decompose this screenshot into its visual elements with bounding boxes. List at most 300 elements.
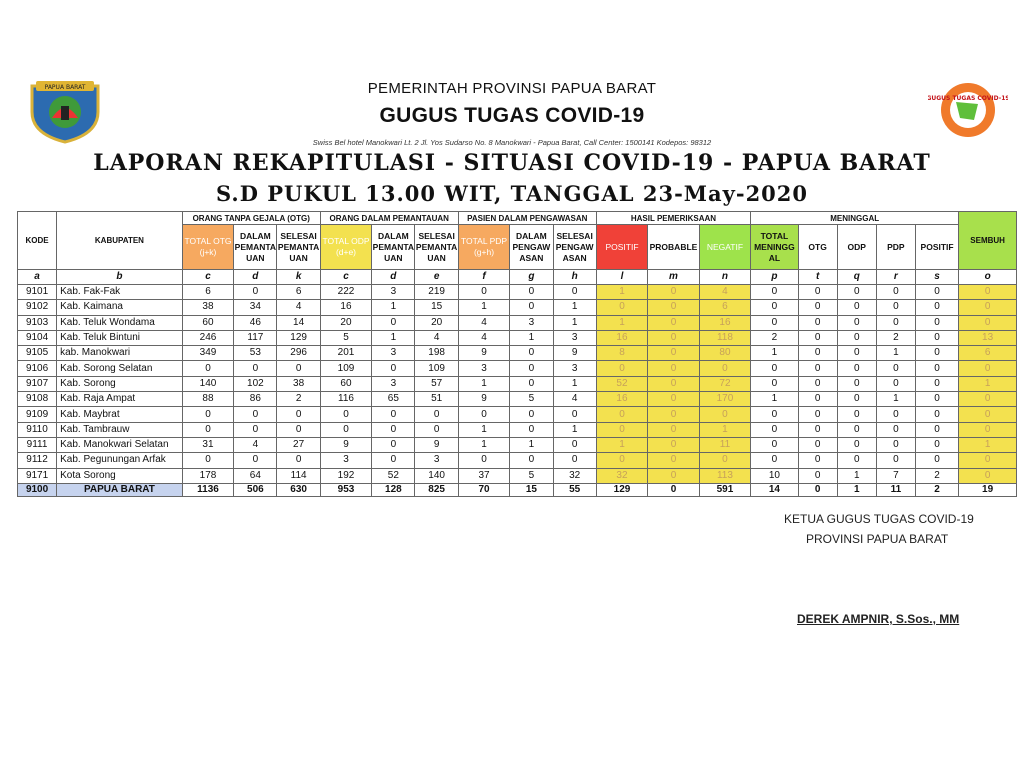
- signature-name: DEREK AMPNIR, S.Sos., MM: [797, 612, 960, 626]
- table-row: [18, 315, 1017, 330]
- table-cell: 1: [596, 285, 647, 300]
- table-cell: 0: [798, 330, 837, 345]
- table-cell: 4: [458, 315, 509, 330]
- table-cell: 0: [837, 330, 876, 345]
- table-cell: 1: [553, 300, 596, 315]
- table-cell: 2: [915, 468, 958, 483]
- table-cell: 4: [458, 330, 509, 345]
- table-cell: 0: [372, 422, 415, 437]
- table-cell: 0: [553, 285, 596, 300]
- table-cell: 0: [596, 422, 647, 437]
- table-cell: 0: [596, 453, 647, 468]
- table-cell: 9103: [18, 315, 57, 330]
- table-cell: 0: [596, 407, 647, 422]
- column-index-cell: d: [372, 270, 415, 285]
- table-cell: 0: [837, 346, 876, 361]
- total-row: [18, 483, 1017, 496]
- table-cell: 1: [553, 315, 596, 330]
- table-cell: 0: [876, 437, 915, 452]
- table-cell: 4: [277, 300, 320, 315]
- table-cell: 1: [596, 437, 647, 452]
- table-cell: 0: [648, 300, 699, 315]
- table-cell: 0: [648, 407, 699, 422]
- table-cell: 3: [510, 315, 553, 330]
- table-cell: 38: [182, 300, 233, 315]
- col-pdp-total: TOTAL PDP (g+h): [458, 225, 509, 270]
- table-cell: 9108: [18, 392, 57, 407]
- table-cell: 5: [320, 330, 371, 345]
- table-cell: 0: [277, 361, 320, 376]
- col-odp-selesai: SELESAI PEMANTA UAN: [415, 225, 458, 270]
- table-cell: 0: [510, 285, 553, 300]
- table-cell: 0: [959, 285, 1017, 300]
- table-cell: 0: [798, 468, 837, 483]
- table-cell: 0: [876, 315, 915, 330]
- table-cell: 1: [553, 376, 596, 391]
- column-index-cell: r: [876, 270, 915, 285]
- table-cell: 128: [372, 483, 415, 496]
- table-cell: 0: [234, 453, 277, 468]
- table-cell: 16: [699, 315, 750, 330]
- table-cell: 0: [798, 422, 837, 437]
- col-odp-dalam: DALAM PEMANTA UAN: [372, 225, 415, 270]
- table-cell: 118: [699, 330, 750, 345]
- table-cell: 0: [648, 376, 699, 391]
- table-cell: 0: [798, 407, 837, 422]
- table-cell: 0: [915, 407, 958, 422]
- table-cell: 3: [553, 330, 596, 345]
- table-cell: 0: [837, 315, 876, 330]
- table-cell: 4: [553, 392, 596, 407]
- table-cell: Kota Sorong: [57, 468, 183, 483]
- table-cell: 0: [553, 407, 596, 422]
- table-cell: 0: [876, 300, 915, 315]
- table-cell: 4: [415, 330, 458, 345]
- table-cell: 0: [915, 300, 958, 315]
- table-cell: 9171: [18, 468, 57, 483]
- table-cell: 0: [510, 346, 553, 361]
- table-cell: 0: [915, 453, 958, 468]
- table-cell: 0: [876, 453, 915, 468]
- table-cell: 1136: [182, 483, 233, 496]
- table-cell: 0: [648, 483, 699, 496]
- col-kabupaten: KABUPATEN: [57, 212, 183, 270]
- table-cell: 0: [837, 392, 876, 407]
- table-cell: 591: [699, 483, 750, 496]
- table-cell: 15: [415, 300, 458, 315]
- col-odp-total: TOTAL ODP (d+e): [320, 225, 371, 270]
- table-cell: 102: [234, 376, 277, 391]
- table-cell: 109: [415, 361, 458, 376]
- column-index-cell: q: [837, 270, 876, 285]
- table-cell: 10: [751, 468, 798, 483]
- table-cell: 506: [234, 483, 277, 496]
- table-cell: 0: [915, 330, 958, 345]
- table-cell: 9102: [18, 300, 57, 315]
- table-cell: 9105: [18, 346, 57, 361]
- column-index-cell: a: [18, 270, 57, 285]
- table-cell: 0: [915, 437, 958, 452]
- column-index-cell: m: [648, 270, 699, 285]
- table-cell: 1: [553, 422, 596, 437]
- table-cell: 0: [648, 361, 699, 376]
- col-negatif: NEGATIF: [699, 225, 750, 270]
- table-cell: 6: [699, 300, 750, 315]
- table-row: [18, 285, 1017, 300]
- table-cell: Kab. Teluk Wondama: [57, 315, 183, 330]
- government-name: PEMERINTAH PROVINSI PAPUA BARAT: [367, 80, 657, 97]
- table-cell: 0: [798, 453, 837, 468]
- table-cell: 0: [182, 453, 233, 468]
- table-cell: 349: [182, 346, 233, 361]
- table-cell: 0: [699, 453, 750, 468]
- table-cell: 1: [699, 422, 750, 437]
- table-cell: 3: [372, 346, 415, 361]
- table-cell: 20: [320, 315, 371, 330]
- table-cell: 0: [959, 453, 1017, 468]
- col-positif: POSITIF: [596, 225, 647, 270]
- table-cell: 114: [277, 468, 320, 483]
- table-cell: 1: [372, 330, 415, 345]
- table-cell: 0: [372, 453, 415, 468]
- table-cell: 1: [837, 483, 876, 496]
- table-cell: 32: [553, 468, 596, 483]
- table-cell: 9111: [18, 437, 57, 452]
- office-address: Swiss Bel hotel Manokwari Lt. 2 Jl. Yos Sudarso No. 8 Manokwari - Papua Barat, Call Center: 1500141 Kodepos: 98312: [312, 138, 712, 147]
- table-cell: 1: [458, 437, 509, 452]
- col-meninggal-pdp: PDP: [876, 225, 915, 270]
- table-cell: 2: [915, 483, 958, 496]
- table-cell: 129: [277, 330, 320, 345]
- table-cell: 0: [959, 300, 1017, 315]
- table-cell: 0: [458, 407, 509, 422]
- table-cell: 16: [596, 330, 647, 345]
- table-cell: 2: [876, 330, 915, 345]
- column-index-cell: h: [553, 270, 596, 285]
- table-cell: 0: [915, 422, 958, 437]
- table-cell: 72: [699, 376, 750, 391]
- table-cell: 0: [798, 392, 837, 407]
- table-cell: PAPUA BARAT: [57, 483, 183, 496]
- table-cell: 129: [596, 483, 647, 496]
- table-cell: 1: [837, 468, 876, 483]
- table-cell: 1: [959, 376, 1017, 391]
- table-cell: Kab. Raja Ampat: [57, 392, 183, 407]
- table-cell: 140: [182, 376, 233, 391]
- table-cell: 27: [277, 437, 320, 452]
- column-index-cell: t: [798, 270, 837, 285]
- table-cell: 0: [320, 407, 371, 422]
- column-index-cell: l: [596, 270, 647, 285]
- report-title: LAPORAN REKAPITULASI - SITUASI COVID-19 - PAPUA BARAT: [93, 150, 931, 176]
- table-cell: 88: [182, 392, 233, 407]
- table-cell: 0: [798, 437, 837, 452]
- table-cell: 0: [915, 361, 958, 376]
- table-cell: 16: [320, 300, 371, 315]
- table-cell: 5: [510, 392, 553, 407]
- table-cell: 0: [959, 315, 1017, 330]
- table-cell: 0: [415, 422, 458, 437]
- table-cell: 2: [277, 392, 320, 407]
- column-index-cell: o: [959, 270, 1017, 285]
- table-cell: 15: [510, 483, 553, 496]
- table-row: [18, 453, 1017, 468]
- group-hasil: HASIL PEMERIKSAAN: [596, 212, 750, 225]
- table-cell: 0: [648, 392, 699, 407]
- table-cell: 0: [751, 315, 798, 330]
- table-cell: 825: [415, 483, 458, 496]
- table-cell: 0: [959, 468, 1017, 483]
- table-cell: 6: [959, 346, 1017, 361]
- table-cell: 34: [234, 300, 277, 315]
- table-cell: 14: [751, 483, 798, 496]
- col-meninggal-total: TOTAL MENINGG AL: [751, 225, 798, 270]
- table-cell: 1: [510, 330, 553, 345]
- table-cell: 5: [510, 468, 553, 483]
- emblem-label: PAPUA BARAT: [44, 84, 86, 91]
- table-cell: 0: [751, 453, 798, 468]
- table-cell: 1: [372, 300, 415, 315]
- table-cell: 9110: [18, 422, 57, 437]
- table-row: [18, 468, 1017, 483]
- table-cell: 64: [234, 468, 277, 483]
- table-cell: 0: [596, 300, 647, 315]
- col-otg-total: TOTAL OTG (j+k): [182, 225, 233, 270]
- table-cell: 9: [320, 437, 371, 452]
- column-index-cell: b: [57, 270, 183, 285]
- table-cell: 0: [182, 422, 233, 437]
- table-cell: 0: [699, 361, 750, 376]
- table-cell: Kab. Kaimana: [57, 300, 183, 315]
- table-cell: 0: [959, 392, 1017, 407]
- table-cell: 52: [372, 468, 415, 483]
- table-cell: 0: [959, 422, 1017, 437]
- table-cell: 7: [876, 468, 915, 483]
- task-force-logo-label: GUGUS TUGAS COVID-19: [928, 95, 1008, 102]
- table-cell: 0: [458, 453, 509, 468]
- table-cell: 0: [596, 361, 647, 376]
- table-cell: 55: [553, 483, 596, 496]
- table-cell: 0: [751, 361, 798, 376]
- table-cell: Kab. Manokwari Selatan: [57, 437, 183, 452]
- table-cell: 57: [415, 376, 458, 391]
- table-cell: 0: [648, 437, 699, 452]
- table-cell: 9: [553, 346, 596, 361]
- table-cell: 296: [277, 346, 320, 361]
- table-cell: 0: [372, 361, 415, 376]
- table-cell: Kab. Tambrauw: [57, 422, 183, 437]
- column-index-cell: p: [751, 270, 798, 285]
- table-cell: 1: [751, 392, 798, 407]
- column-index-cell: c: [320, 270, 371, 285]
- column-index-cell: g: [510, 270, 553, 285]
- table-cell: 0: [648, 346, 699, 361]
- table-cell: 0: [751, 407, 798, 422]
- table-cell: 0: [837, 437, 876, 452]
- table-cell: 198: [415, 346, 458, 361]
- table-cell: 0: [837, 422, 876, 437]
- table-cell: 86: [234, 392, 277, 407]
- table-cell: 0: [798, 285, 837, 300]
- table-cell: 1: [458, 422, 509, 437]
- table-cell: Kab. Sorong: [57, 376, 183, 391]
- table-cell: 246: [182, 330, 233, 345]
- table-cell: 0: [837, 361, 876, 376]
- table-cell: 1: [751, 346, 798, 361]
- column-index-cell: c: [182, 270, 233, 285]
- col-pdp-dalam: DALAM PENGAW ASAN: [510, 225, 553, 270]
- table-cell: 0: [751, 285, 798, 300]
- table-cell: 0: [510, 376, 553, 391]
- table-cell: 0: [277, 422, 320, 437]
- table-cell: 0: [458, 285, 509, 300]
- table-cell: 60: [320, 376, 371, 391]
- table-cell: 9112: [18, 453, 57, 468]
- table-cell: 0: [837, 376, 876, 391]
- col-otg-selesai: SELESAI PEMANTA UAN: [277, 225, 320, 270]
- table-row: [18, 300, 1017, 315]
- table-cell: 19: [959, 483, 1017, 496]
- table-cell: 0: [372, 407, 415, 422]
- table-cell: 0: [876, 422, 915, 437]
- table-cell: 0: [798, 483, 837, 496]
- group-pdp: PASIEN DALAM PENGAWASAN: [458, 212, 596, 225]
- table-cell: 3: [372, 285, 415, 300]
- table-cell: Kab. Sorong Selatan: [57, 361, 183, 376]
- group-meninggal: MENINGGAL: [751, 212, 959, 225]
- table-cell: 1: [510, 437, 553, 452]
- table-cell: Kab. Pegunungan Arfak: [57, 453, 183, 468]
- table-cell: 0: [837, 285, 876, 300]
- table-cell: 0: [876, 376, 915, 391]
- table-cell: Kab. Fak-Fak: [57, 285, 183, 300]
- table-cell: 113: [699, 468, 750, 483]
- table-cell: 0: [798, 376, 837, 391]
- table-cell: 0: [837, 300, 876, 315]
- table-cell: 0: [798, 361, 837, 376]
- table-cell: 3: [415, 453, 458, 468]
- table-cell: 0: [915, 376, 958, 391]
- col-sembuh: SEMBUH: [959, 212, 1017, 270]
- table-row: [18, 392, 1017, 407]
- table-cell: 8: [596, 346, 647, 361]
- table-cell: 0: [915, 285, 958, 300]
- table-cell: 219: [415, 285, 458, 300]
- col-meninggal-positif: POSITIF: [915, 225, 958, 270]
- table-cell: 60: [182, 315, 233, 330]
- table-cell: 0: [915, 346, 958, 361]
- table-cell: 80: [699, 346, 750, 361]
- table-cell: 0: [510, 300, 553, 315]
- table-cell: 1: [458, 300, 509, 315]
- table-cell: 9100: [18, 483, 57, 496]
- table-cell: 4: [699, 285, 750, 300]
- table-cell: 70: [458, 483, 509, 496]
- column-index-cell: d: [234, 270, 277, 285]
- table-cell: 116: [320, 392, 371, 407]
- report-date: S.D PUKUL 13.00 WIT, TANGGAL 23-May-2020: [215, 181, 809, 206]
- column-index-cell: k: [277, 270, 320, 285]
- table-cell: 0: [837, 407, 876, 422]
- table-cell: 0: [553, 453, 596, 468]
- table-row: [18, 346, 1017, 361]
- table-cell: 1: [959, 437, 1017, 452]
- table-cell: 53: [234, 346, 277, 361]
- column-index-cell: e: [415, 270, 458, 285]
- table-cell: 0: [915, 315, 958, 330]
- table-cell: 109: [320, 361, 371, 376]
- table-cell: 0: [372, 315, 415, 330]
- table-cell: 2: [751, 330, 798, 345]
- column-index-row: [18, 270, 1017, 285]
- table-cell: 46: [234, 315, 277, 330]
- table-cell: 0: [751, 376, 798, 391]
- table-cell: 9: [458, 392, 509, 407]
- table-cell: 0: [915, 392, 958, 407]
- table-cell: 0: [648, 453, 699, 468]
- table-cell: 0: [182, 407, 233, 422]
- col-probable: PROBABLE: [648, 225, 699, 270]
- table-cell: 170: [699, 392, 750, 407]
- signature-province: PROVINSI PAPUA BARAT: [806, 532, 949, 546]
- table-row: [18, 437, 1017, 452]
- table-cell: 0: [234, 422, 277, 437]
- table-cell: 0: [182, 361, 233, 376]
- column-index-cell: s: [915, 270, 958, 285]
- table-cell: 0: [837, 453, 876, 468]
- table-cell: 0: [415, 407, 458, 422]
- table-cell: Kab. Maybrat: [57, 407, 183, 422]
- table-cell: 1: [596, 315, 647, 330]
- table-cell: 0: [648, 285, 699, 300]
- table-cell: 65: [372, 392, 415, 407]
- table-cell: 9: [415, 437, 458, 452]
- column-index-cell: f: [458, 270, 509, 285]
- table-cell: 0: [234, 361, 277, 376]
- table-cell: 1: [876, 346, 915, 361]
- table-cell: 4: [234, 437, 277, 452]
- table-cell: 0: [751, 437, 798, 452]
- table-cell: kab. Manokwari: [57, 346, 183, 361]
- table-cell: 31: [182, 437, 233, 452]
- table-cell: 178: [182, 468, 233, 483]
- table-cell: 0: [959, 361, 1017, 376]
- table-cell: 38: [277, 376, 320, 391]
- table-cell: 630: [277, 483, 320, 496]
- table-row: [18, 376, 1017, 391]
- table-cell: 1: [876, 392, 915, 407]
- table-cell: 0: [798, 300, 837, 315]
- group-odp: ORANG DALAM PEMANTAUAN: [320, 212, 458, 225]
- table-cell: 11: [699, 437, 750, 452]
- table-cell: 20: [415, 315, 458, 330]
- table-cell: 0: [876, 407, 915, 422]
- table-cell: 117: [234, 330, 277, 345]
- table-cell: 32: [596, 468, 647, 483]
- table-cell: 0: [648, 330, 699, 345]
- table-cell: 192: [320, 468, 371, 483]
- column-index-cell: n: [699, 270, 750, 285]
- table-cell: 0: [798, 346, 837, 361]
- table-cell: 0: [553, 437, 596, 452]
- table-row: [18, 330, 1017, 345]
- table-cell: 0: [510, 453, 553, 468]
- table-cell: 0: [277, 453, 320, 468]
- table-cell: 51: [415, 392, 458, 407]
- table-cell: 201: [320, 346, 371, 361]
- table-cell: 0: [959, 407, 1017, 422]
- table-cell: 0: [798, 315, 837, 330]
